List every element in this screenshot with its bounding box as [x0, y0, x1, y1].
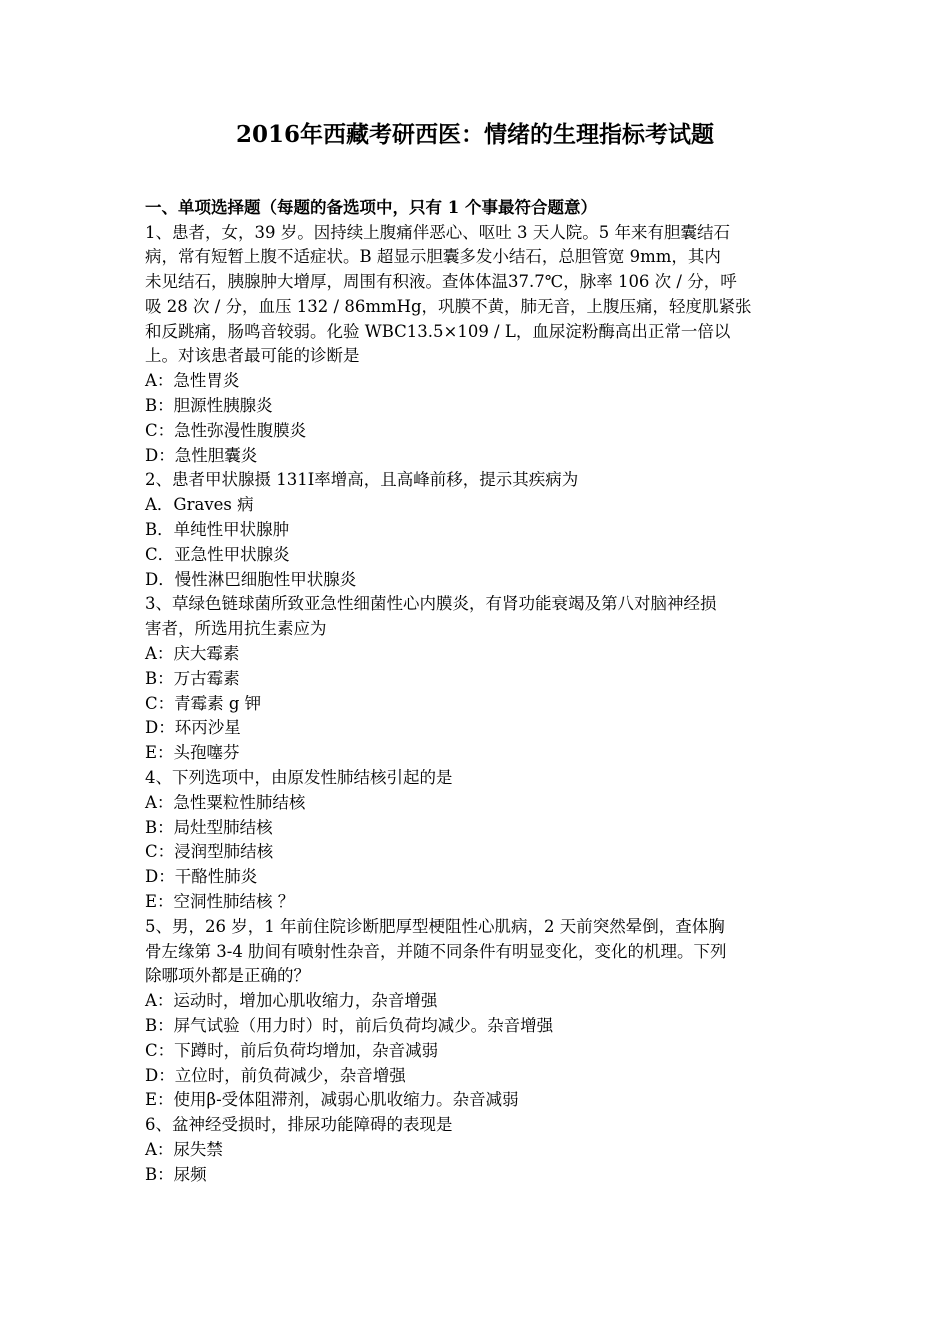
question-list [145, 221, 813, 1188]
answer-option: D．慢性淋巴细胞性甲状腺炎 [145, 569, 357, 589]
question-2 [145, 468, 813, 592]
question-text-line: 5、男，26 岁，1 年前住院诊断肥厚型梗阻性心肌病，2 天前突然晕倒，查体胸 [145, 916, 725, 936]
question-1 [145, 221, 813, 469]
question-text-line: 骨左缘第 3-4 肋间有喷射性杂音，并随不同条件有明显变化，变化的机理。下列 [145, 941, 727, 961]
answer-option: D：立位时，前负荷减少，杂音增强 [145, 1065, 406, 1085]
answer-option: B：万古霉素 [145, 668, 240, 688]
answer-option: E：头孢噻芬 [145, 743, 240, 763]
answer-option: A：庆大霉素 [145, 644, 240, 664]
document-body [145, 196, 813, 1188]
question-text-line: 4、下列选项中，由原发性肺结核引起的是 [145, 768, 453, 788]
question-3 [145, 592, 813, 766]
answer-option: D：干酪性肺炎 [145, 867, 258, 887]
answer-option: A．Graves 病 [145, 495, 254, 515]
answer-option: E：使用β-受体阻滞剂，减弱心肌收缩力。杂音减弱 [145, 1090, 519, 1110]
question-5 [145, 915, 813, 1113]
answer-option: C．亚急性甲状腺炎 [145, 544, 290, 564]
answer-option: A：尿失禁 [145, 1139, 223, 1159]
answer-option: B：胆源性胰腺炎 [145, 396, 273, 416]
question-text-line: 上。对该患者最可能的诊断是 [145, 346, 360, 366]
section-heading: 一、单项选择题（每题的备选项中，只有 1 个事最符合题意） [145, 198, 597, 217]
answer-option: C：青霉素 g 钾 [145, 693, 262, 713]
question-text-line: 病，常有短暂上腹不适症状。B 超显示胆囊多发小结石，总胆管宽 9mm，其内 [145, 247, 721, 267]
question-text-line: 吸 28 次 / 分，血压 132 / 86mmHg，巩膜不黄，肺无音，上腹压痛，轻度肌紧张 [145, 296, 752, 316]
answer-option: A：急性粟粒性肺结核 [145, 792, 306, 812]
answer-option: D：急性胆囊炎 [145, 445, 258, 465]
answer-option: C：浸润型肺结核 [145, 842, 274, 862]
answer-option: C：下蹲时，前后负荷均增加，杂音减弱 [145, 1040, 439, 1060]
question-text-line: 1、患者，女，39 岁。因持续上腹痛伴恶心、呕吐 3 天人院。5 年来有胆囊结石 [145, 222, 730, 242]
question-text-line: 未见结石，胰腺肿大增厚，周围有积液。查体体温37.7℃，脉率 106 次 / 分，呼 [145, 272, 737, 292]
answer-option: B：尿频 [145, 1164, 207, 1184]
page-title: 2016年西藏考研西医：情绪的生理指标考试题 [235, 121, 714, 148]
answer-option: D：环丙沙星 [145, 718, 241, 738]
answer-option: A：运动时，增加心肌收缩力，杂音增强 [145, 991, 438, 1011]
answer-option: B：屏气试验（用力时）时，前后负荷均减少。杂音增强 [145, 1016, 554, 1035]
question-text-line: 6、盆神经受损时，排尿功能障碍的表现是 [145, 1115, 453, 1135]
answer-option: E：空洞性肺结核 ？ [145, 892, 295, 912]
question-text-line: 除哪项外都是正确的？ [145, 966, 310, 986]
question-6 [145, 1113, 813, 1187]
answer-option: B：局灶型肺结核 [145, 817, 273, 837]
answer-option: A：急性胃炎 [145, 371, 240, 391]
answer-option: C：急性弥漫性腹膜炎 [145, 420, 307, 440]
answer-option: B．单纯性甲状腺肿 [145, 520, 290, 540]
question-text-line: 3、草绿色链球菌所致亚急性细菌性心内膜炎，有肾功能衰竭及第八对脑神经损 [145, 594, 717, 614]
question-4 [145, 766, 813, 915]
question-text-line: 害者，所选用抗生素应为 [145, 619, 327, 639]
question-text-line: 2、患者甲状腺摄 131Ⅰ率增高，且高峰前移，提示其疾病为 [145, 470, 579, 490]
question-text-line: 和反跳痛，肠鸣音较弱。化验 WBC13.5×109 / L，血尿淀粉酶高出正常一倍以 [145, 321, 731, 341]
